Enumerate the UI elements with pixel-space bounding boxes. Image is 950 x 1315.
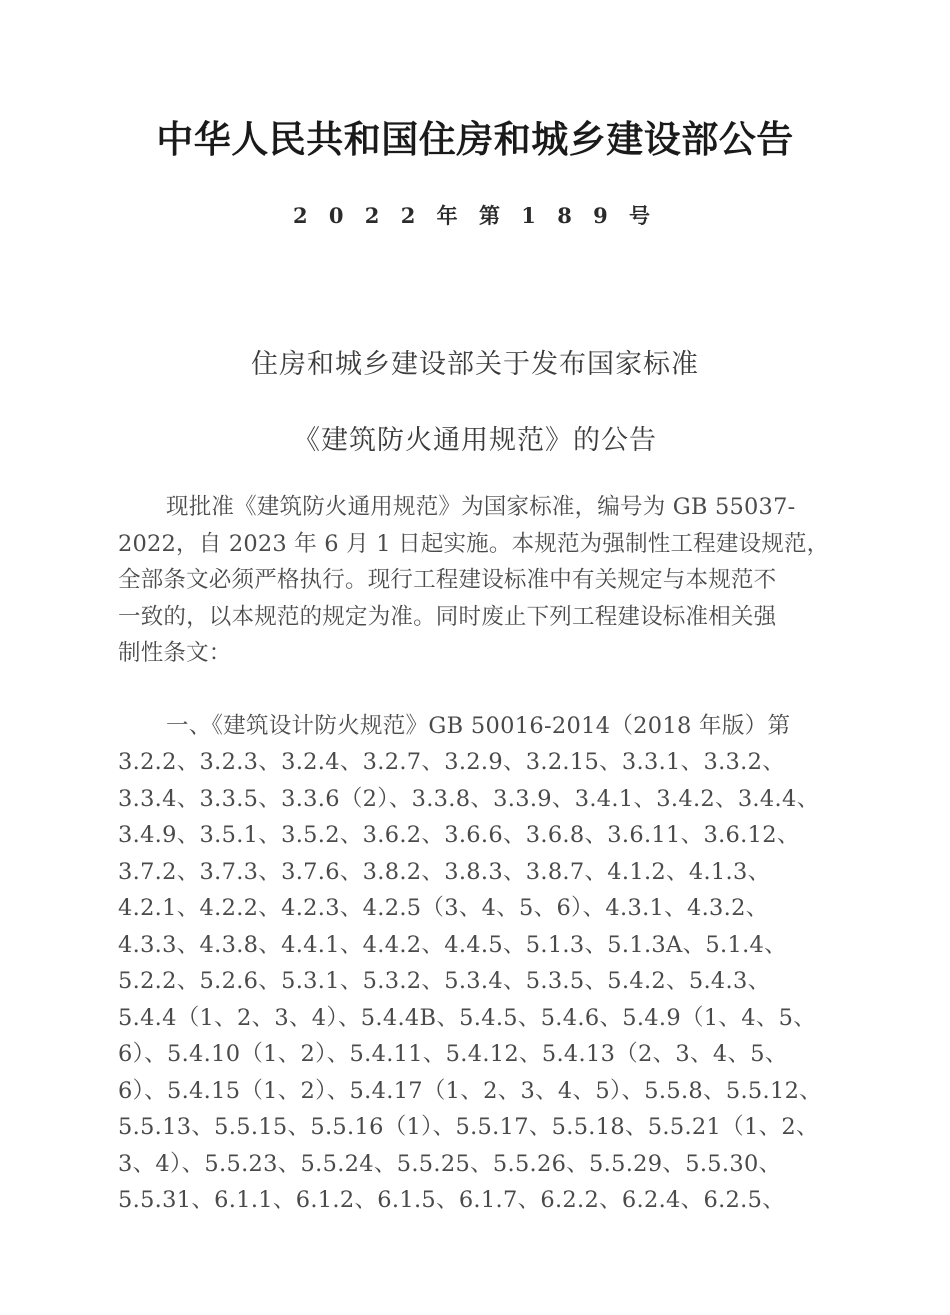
clause-list-line: 4.2.1、4.2.2、4.2.3、4.2.5（3、4、5、6）、4.3.1、4.3.2、 xyxy=(118,895,769,921)
paragraph-approval-notice xyxy=(118,489,836,672)
clause-list-line: 3.3.4、3.3.5、3.3.6（2）、3.3.8、3.3.9、3.4.1、3.4.2、3.4.4、 xyxy=(118,785,820,812)
clause-list-line: 4.3.3、4.3.8、4.4.1、4.4.2、4.4.5、5.1.3、5.1.3A、5.1.4、 xyxy=(118,931,787,958)
document-issue-number: 2 0 2 2 年 第 1 8 9 号 xyxy=(292,203,658,229)
paragraph-line: 一致的，以本规范的规定为准。同时废止下列工程建设标准相关强 xyxy=(118,603,777,630)
clause-list-line: 5.5.13、5.5.15、5.5.16（1）、5.5.17、5.5.18、5.5.21（1、2、 xyxy=(118,1114,819,1140)
clause-list-line: 3.2.2、3.2.3、3.2.4、3.2.7、3.2.9、3.2.15、3.3.1、3.3.2、 xyxy=(118,749,786,775)
clause-list-line: 5.2.2、5.2.6、5.3.1、5.3.2、5.3.4、5.3.5、5.4.2、5.4.3、 xyxy=(118,968,771,994)
subheading-block xyxy=(0,348,950,458)
clause-list-line: 3.7.2、3.7.3、3.7.6、3.8.2、3.8.3、3.8.7、4.1.2、4.1.3、 xyxy=(118,858,771,885)
clause-list-line: 5.4.4（1、2、3、4）、5.4.4B、5.4.5、5.4.6、5.4.9（1、4、5、 xyxy=(118,1004,817,1031)
clause-list-line: 6）、5.4.10（1、2）、5.4.11、5.4.12、5.4.13（2、3、4、5、 xyxy=(118,1041,788,1067)
subheading-line-2: 《建筑防火通用规范》的公告 xyxy=(293,424,657,456)
clause-list-line: 6）、5.4.15（1、2）、5.4.17（1、2、3、4、5）、5.5.8、5.5.12、 xyxy=(118,1077,823,1104)
document-body xyxy=(118,489,836,1219)
subheading-line-1: 住房和城乡建设部关于发布国家标准 xyxy=(251,349,699,380)
clause-list-item-one xyxy=(118,672,836,1219)
masthead xyxy=(0,118,950,230)
paragraph-line: 全部条文必须严格执行。现行工程建设标准中有关规定与本规范不 xyxy=(118,567,777,593)
clause-list-line: 3、4）、5.5.23、5.5.24、5.5.25、5.5.26、5.5.29、5.5.30、 xyxy=(118,1150,782,1177)
clause-list-line: 3.4.9、3.5.1、3.5.2、3.6.2、3.6.6、3.6.8、3.6.11、3.6.12、 xyxy=(118,822,800,848)
page-title: 中华人民共和国住房和城乡建设部公告 xyxy=(156,118,794,161)
paragraph-line: 现批准《建筑防火通用规范》为国家标准，编号为 GB 55037- xyxy=(166,494,796,520)
paragraph-line: 2022，自 2023 年 6 月 1 日起实施。本规范为强制性工程建设规范， xyxy=(118,530,830,557)
clause-list-line: 5.5.31、6.1.1、6.1.2、6.1.5、6.1.7、6.2.2、6.2.4、6.2.5、 xyxy=(118,1187,786,1213)
clause-list-line: 一、《建筑设计防火规范》GB 50016-2014（2018 年版）第 xyxy=(166,712,791,739)
paragraph-line: 制性条文： xyxy=(118,640,232,666)
